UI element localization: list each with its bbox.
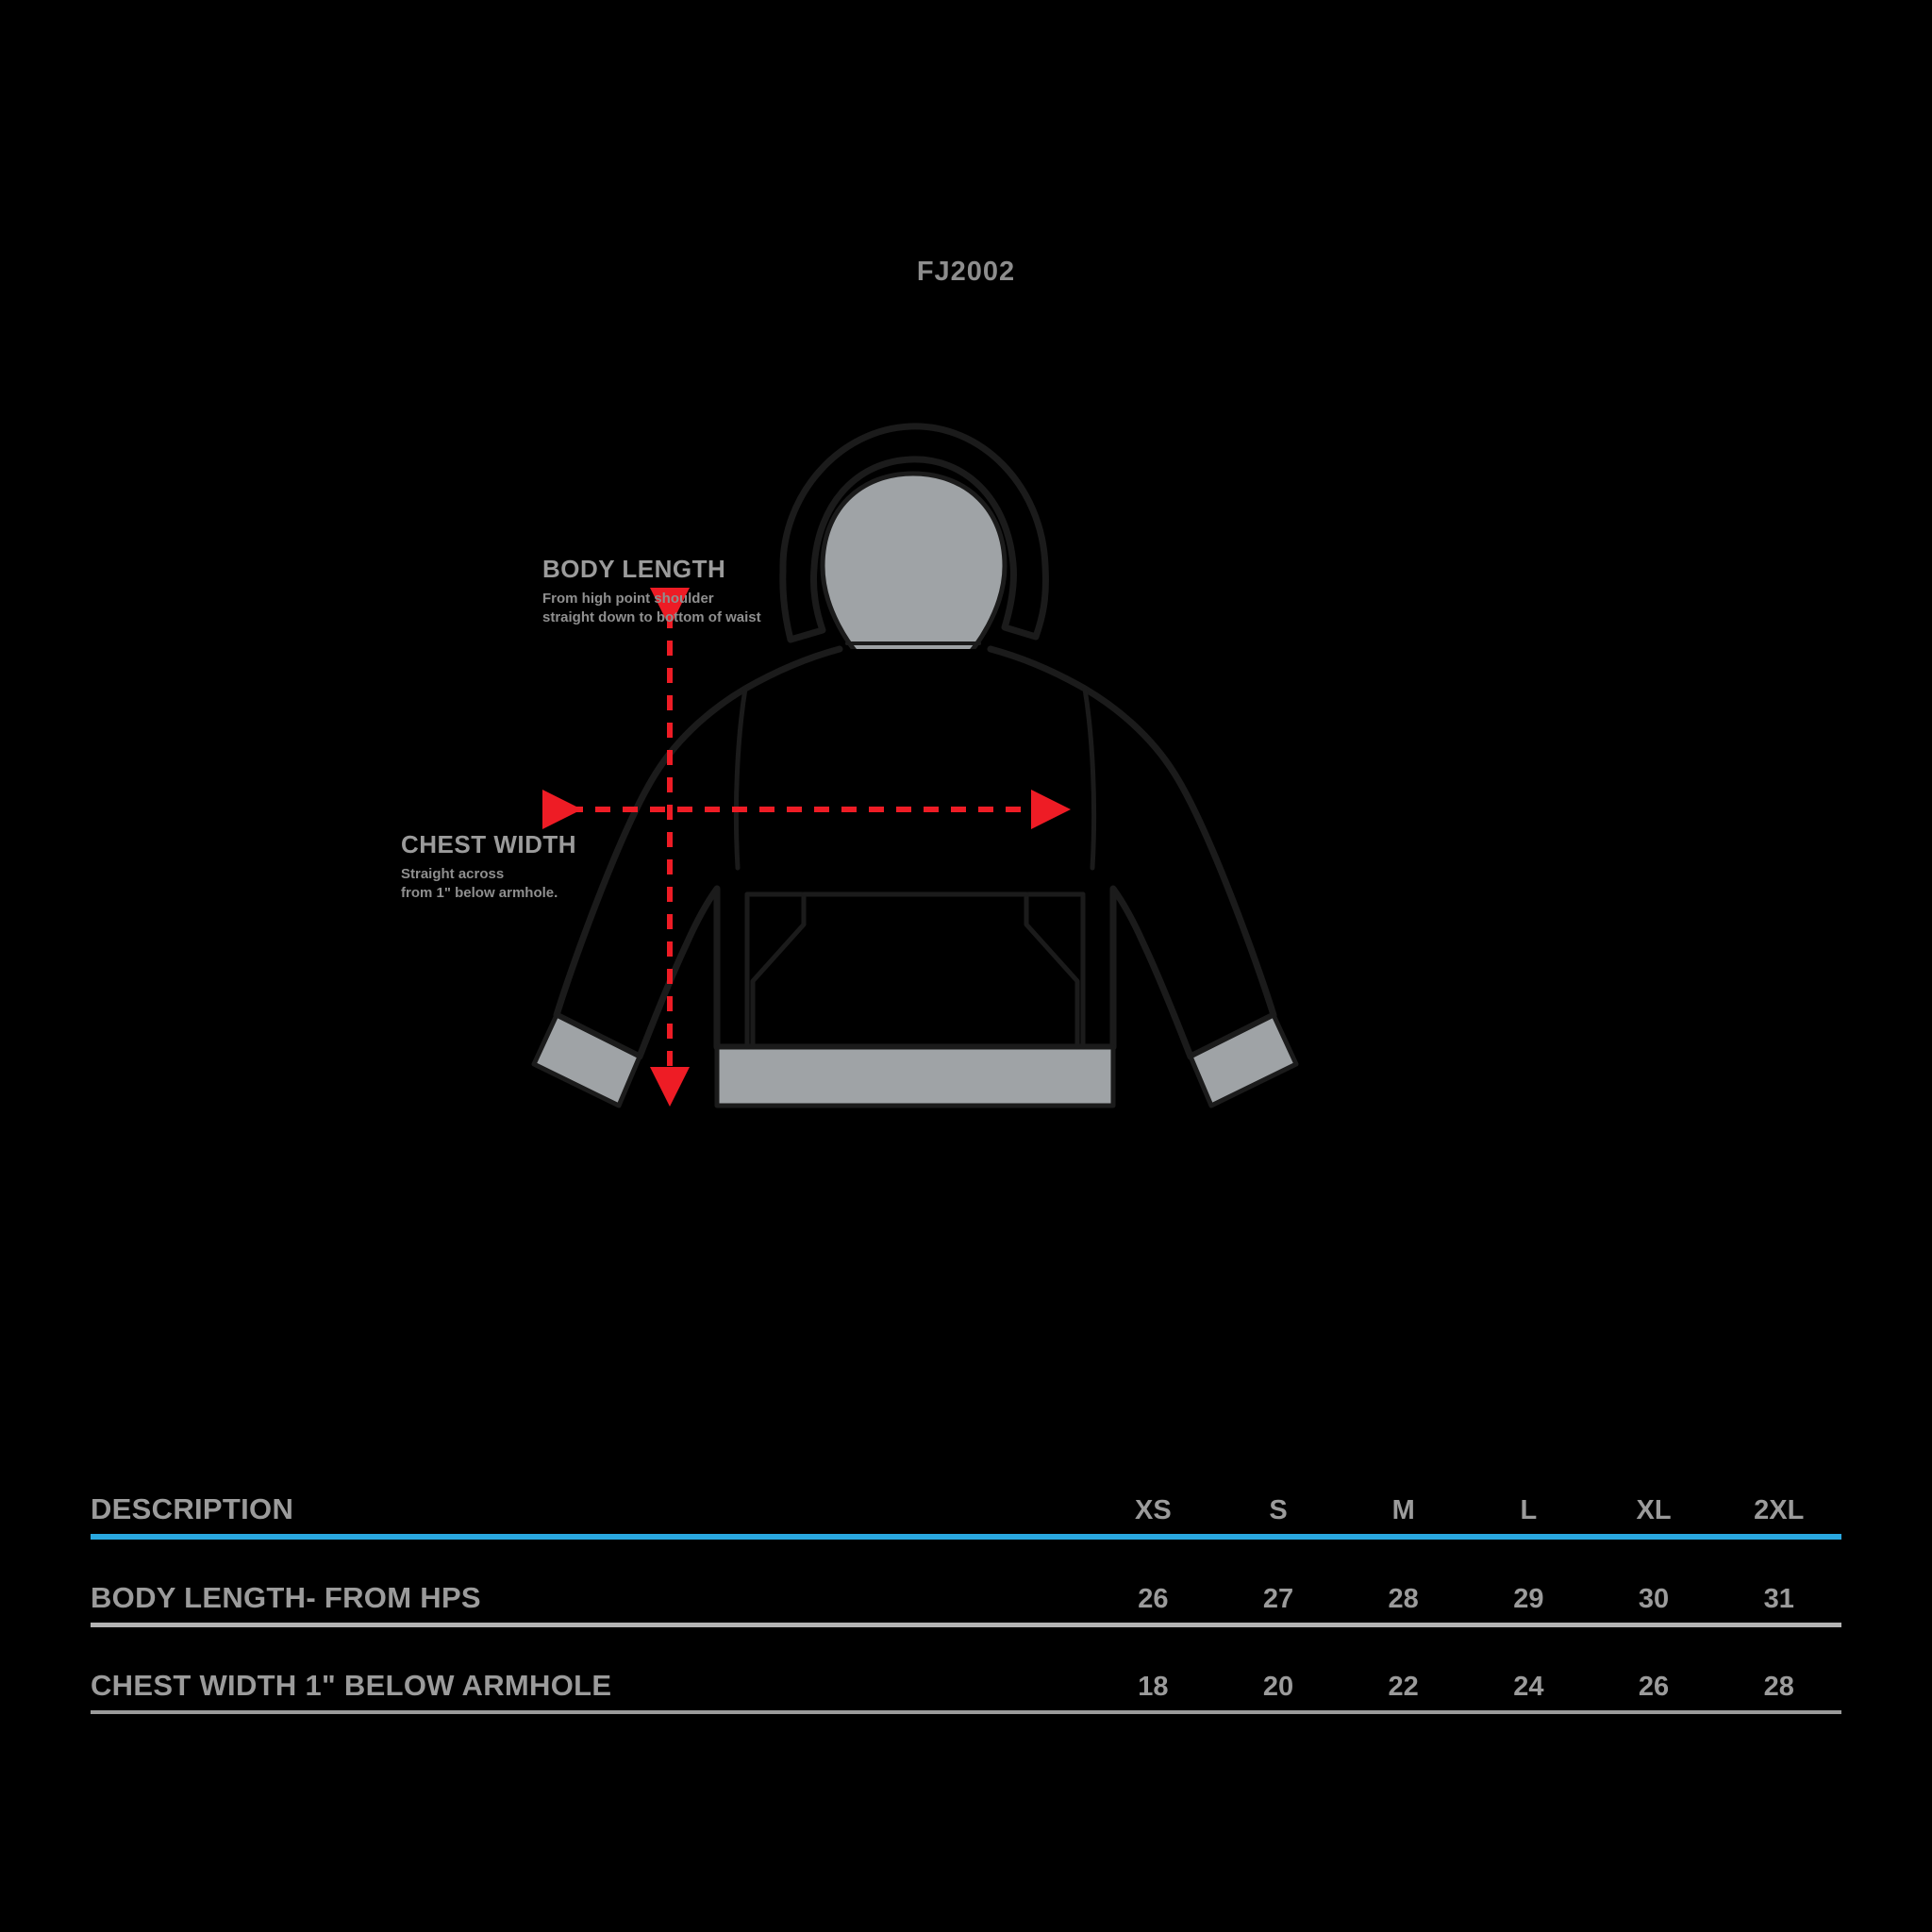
callout-body-length-subline-2: straight down to bottom of waist xyxy=(542,609,761,626)
table-header-size-s: S xyxy=(1269,1495,1288,1525)
garment-illustration xyxy=(528,396,1415,1113)
table-row-1-description: BODY LENGTH- FROM HPS xyxy=(91,1581,481,1614)
table-header-sizes xyxy=(1091,1495,1841,1526)
table-header-size-l: L xyxy=(1520,1495,1538,1525)
table-row xyxy=(91,1644,1841,1703)
table-row-1-value-xl: 30 xyxy=(1638,1584,1670,1614)
table-spacer-2 xyxy=(91,1627,1841,1644)
callout-chest-width-subline-1: Straight across xyxy=(401,866,505,882)
table-row-2-rule xyxy=(91,1710,1841,1714)
table-row-2-value-xs: 18 xyxy=(1138,1672,1169,1702)
callout-chest-width-subtext xyxy=(401,865,576,904)
table-row-1-value-s: 27 xyxy=(1262,1584,1294,1614)
table-row-1-value-l: 29 xyxy=(1513,1584,1544,1614)
table-row-2-value-m: 22 xyxy=(1388,1672,1419,1702)
callout-chest-width xyxy=(401,830,576,904)
table-header-size-2xl: 2XL xyxy=(1754,1495,1805,1525)
table-row-1-value-xs: 26 xyxy=(1138,1584,1169,1614)
callout-body-length-subline-1: From high point shoulder xyxy=(542,591,714,607)
hoodie-outline xyxy=(534,426,1296,1106)
table-row-2-value-l: 24 xyxy=(1513,1672,1544,1702)
table-row-2-value-s: 20 xyxy=(1262,1672,1294,1702)
table-row-2-description: CHEST WIDTH 1" BELOW ARMHOLE xyxy=(91,1669,612,1702)
table-row-2-value-xl: 26 xyxy=(1638,1672,1670,1702)
table-row-2-values xyxy=(1091,1672,1841,1703)
table-row xyxy=(91,1557,1841,1615)
table-header-size-xl: XL xyxy=(1636,1495,1672,1525)
table-header-size-m: M xyxy=(1391,1495,1415,1525)
table-spacer-1 xyxy=(91,1540,1841,1557)
table-header-description: DESCRIPTION xyxy=(91,1492,294,1525)
table-header-size-xs: XS xyxy=(1134,1495,1172,1525)
table-row-2-value-2xl: 28 xyxy=(1763,1672,1794,1702)
callout-body-length-title: BODY LENGTH xyxy=(542,555,726,583)
callout-body-length-subtext xyxy=(542,590,761,628)
table-header-row xyxy=(91,1468,1841,1526)
style-code-title: FJ2002 xyxy=(916,257,1016,287)
table-row-1-values xyxy=(1091,1584,1841,1615)
callout-body-length xyxy=(542,555,761,628)
callout-chest-width-title: CHEST WIDTH xyxy=(401,830,577,858)
table-row-1-value-m: 28 xyxy=(1388,1584,1419,1614)
table-row-1-value-2xl: 31 xyxy=(1763,1584,1794,1614)
callout-chest-width-subline-2: from 1" below armhole. xyxy=(401,885,558,902)
measurement-table xyxy=(91,1468,1841,1714)
